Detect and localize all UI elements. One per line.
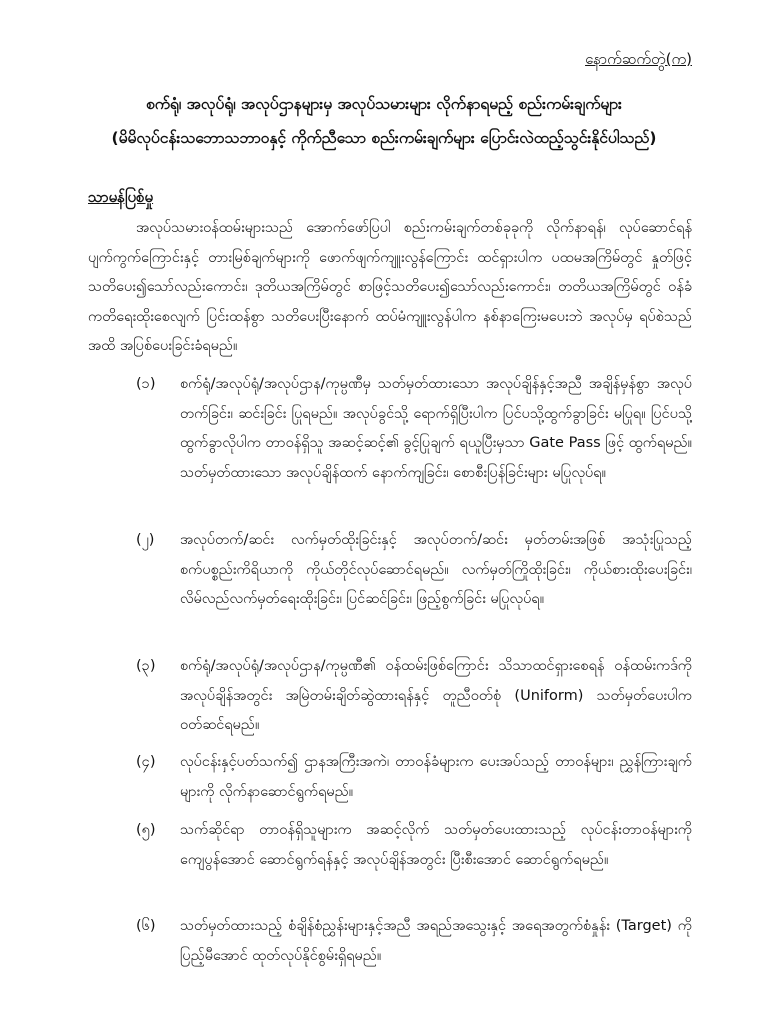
list-item-text: သက်ဆိုင်ရာ တာဝန်ရှိသူများက အဆင့်လိုက် သတ်မှတ်ပေးထားသည့် လုပ်ငန်းတာဝန်များကို ကျေပွန်အောင် ဆောင်ရွက်ရန်နှင့် အလုပ်ချိန်အတွင်း ပြီးစီးအောင် ဆောင်ရွက်ရမည်။	[180, 822, 692, 868]
list-item-number: (၄)	[136, 754, 156, 770]
list-item-number: (၆)	[136, 918, 156, 934]
list-item	[88, 526, 692, 615]
list-item-number: (၃)	[136, 658, 156, 674]
document-subtitle: (မိမိလုပ်ငန်းသဘောသဘာဝနှင့် ကိုက်ညီသော စည်းကမ်းချက်များ ပြောင်းလဲထည့်သွင်းနိုင်ပါသည်)	[111, 129, 657, 147]
list-item	[88, 652, 692, 741]
list-item-number: (၂)	[136, 532, 155, 548]
list-item-text: အလုပ်တက်/ဆင်း လက်မှတ်ထိုးခြင်းနှင့် အလုပ်တက်/ဆင်း မှတ်တမ်းအဖြစ် အသုံးပြုသည့် စက်ပစ္စည်းကိရိယာကို ကိုယ်တိုင်လုပ်ဆောင်ရမည်။ လက်မှတ်ကြိုထိုးခြင်း၊ ကိုယ်စားထိုးပေးခြင်း၊ လိမ်လည်လက်မှတ်ရေးထိုးခြင်း၊ ပြင်ဆင်ခြင်း၊ ဖြည့်စွက်ခြင်း မပြုလုပ်ရ။	[180, 532, 692, 607]
document-title: စက်ရုံ၊ အလုပ်ရုံ၊ အလုပ်ဌာနများမှ အလုပ်သမားများ လိုက်နာရမည့် စည်းကမ်းချက်များ	[146, 95, 622, 113]
list-item-text: လုပ်ငန်းနှင့်ပတ်သက်၍ ဌာနအကြီးအကဲ၊ တာဝန်ခံများက ပေးအပ်သည့် တာဝန်များ၊ ညွှန်ကြားချက်များကို လိုက်နာဆောင်ရွက်ရမည်။	[180, 754, 692, 800]
list-item-text: စက်ရုံ/အလုပ်ရုံ/အလုပ်ဌာန/ကုမ္ပဏီ၏ ဝန်ထမ်းဖြစ်ကြောင်း သိသာထင်ရှားစေရန် ဝန်ထမ်းကဒ်ကို အလုပ်ချိန်အတွင်း အမြဲတမ်းချိတ်ဆွဲထားရန်နှင့် တူညီဝတ်စုံ (Uniform) သတ်မှတ်ပေးပါက ဝတ်ဆင်ရမည်။	[180, 658, 692, 733]
list-item-number: (၁)	[136, 376, 156, 392]
list-item	[88, 370, 692, 488]
intro-paragraph: အလုပ်သမားဝန်ထမ်းများသည် အောက်ဖော်ပြပါ စည်းကမ်းချက်တစ်ခုခုကို လိုက်နာရန်၊ လုပ်ဆောင်ရန် ပျက်ကွက်ကြောင်းနှင့် တားမြစ်ချက်များကို ဖောက်ဖျက်ကျူးလွန်ကြောင်း ထင်ရှားပါက ပထမအကြိမ်တွင် နှုတ်ဖြင့်သတိပေး၍သော်လည်းကောင်း၊ ဒုတိယအကြိမ်တွင် စာဖြင့်သတိပေး၍သော်လည်းကောင်း၊ တတိယအကြိမ်တွင် ဝန်ခံကတိရေးထိုးစေလျက် ပြင်းထန်စွာ သတိပေးပြီးနောက် ထပ်မံကျူးလွန်ပါက နစ်နာကြေးမပေးဘဲ အလုပ်မှ ရပ်စဲသည်အထိ အပြစ်ပေးခြင်းခံရမည်။	[88, 220, 692, 354]
list-item	[88, 748, 692, 807]
list-item-number: (၅)	[136, 822, 156, 838]
list-item	[88, 912, 692, 971]
annex-label: နောက်ဆက်တွဲ(က)	[585, 50, 692, 68]
list-item-text: စက်ရုံ/အလုပ်ရုံ/အလုပ်ဌာန/ကုမ္ပဏီမှ သတ်မှတ်ထားသော အလုပ်ချိန်နှင့်အညီ အချိန်မှန်စွာ အလုပ်တက်ခြင်း၊ ဆင်းခြင်း ပြုရမည်။ အလုပ်ခွင်သို့ ရောက်ရှိပြီးပါက ပြင်ပသို့ထွက်ခွာခြင်း မပြုရ။ ပြင်ပသို့ ထွက်ခွာလိုပါက တာဝန်ရှိသူ အဆင့်ဆင့်၏ ခွင့်ပြုချက် ရယူပြီးမှသာ Gate Pass ဖြင့် ထွက်ရမည်။ သတ်မှတ်ထားသော အလုပ်ချိန်ထက် နောက်ကျခြင်း၊ စောစီးပြန်ခြင်းများ မပြုလုပ်ရ။	[180, 376, 692, 481]
list-item	[88, 816, 692, 875]
section-heading: သာမန်ပြစ်မှု	[88, 188, 154, 206]
list-item-text: သတ်မှတ်ထားသည့် စံချိန်စံညွှန်းများနှင့်အညီ အရည်အသွေးနှင့် အရေအတွက်စံနှုန်း (Target) ကို ပြည့်မီအောင် ထုတ်လုပ်နိုင်စွမ်းရှိရမည်။	[180, 918, 692, 964]
